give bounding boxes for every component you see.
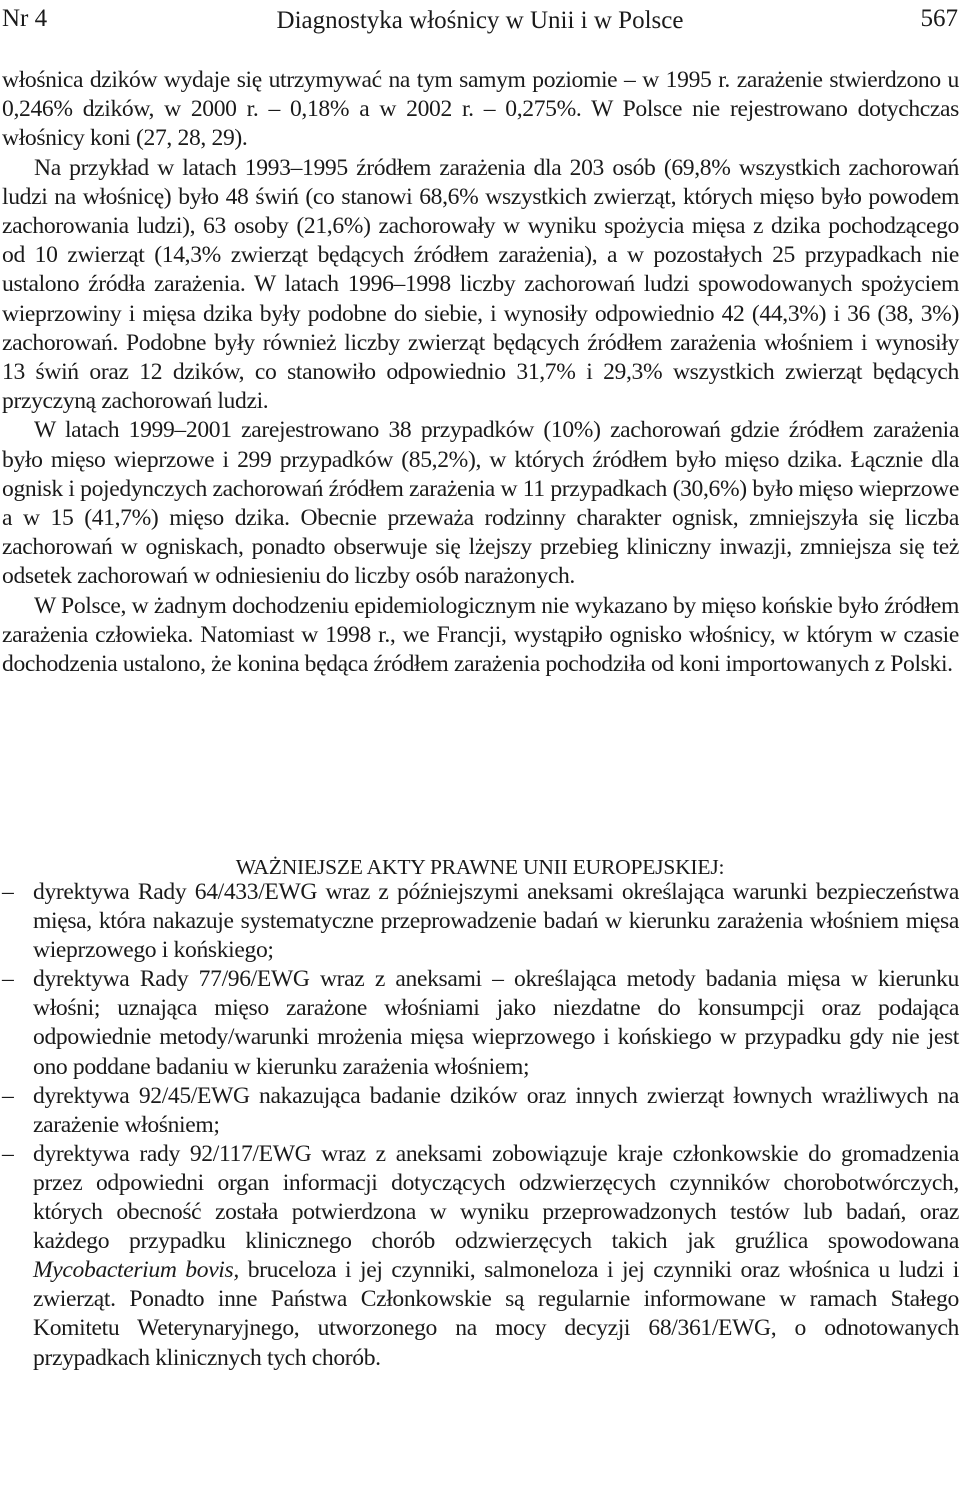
list-item [2, 1140, 959, 1373]
paragraph: W latach 1999–2001 zarejestrowano 38 przypadków (10%) zachorowań gdzie źródłem zarażenia było mięso wieprzowe i 299 przypadków (85,2%), w których źródłem było mięso dzika. Łącznie dla ognisk i pojedynczych zachorowań źródłem zarażenia w 11 przypadkach (30,6%) było mięso wieprzowe a w 15 (41,7%) mięso dzika. Obecnie przeważa rodzinny charakter ognisk, zmniejszyła się liczba zachorowań w ogniskach, ponadto obserwuje się lżejszy przebieg kliniczny inwazji, zmniejsza się też odsetek zachorowań w odniesieniu do liczby osób narażonych. [2, 417, 959, 590]
legal-acts-list [2, 878, 959, 1373]
species-name-italic: Mycobacterium bovis, [33, 1257, 239, 1284]
paragraph: W Polsce, w żadnym dochodzeniu epidemiologicznym nie wykazano by mięso końskie było źródłem zarażenia człowieka. Natomiast w 1998 r., we Francji, wystąpiło ognisko włośnicy, w którym w czasie dochodzenia ustalono, że konina będąca źródłem zarażenia pochodziła od koni importowanych z Polski. [2, 592, 959, 678]
list-item [2, 1082, 959, 1140]
paragraph: Na przykład w latach 1993–1995 źródłem zarażenia dla 203 osób (69,8% wszystkich zachorowań ludzi na włośnicę) było 48 świń (co stanowi 68,6% wszystkich zwierząt, których mięso było powodem zachorowania ludzi), 63 osoby (21,6%) zachorowały w wyniku spożycia mięsa z dzika pochodzącego od 10 zwierząt (14,3% zwierząt będących źródłem zarażenia), a w pozostałych 25 przypadkach nie ustalono źródła zarażenia. W latach 1996–1998 liczby zachorowań ludzi spowodowanych spożyciem wieprzowiny i mięsa dzika były podobne do siebie, i wynosiły odpowiednio 42 (44,3%) i 36 (38, 3%) zachorowań. Podobne były również liczby zwierząt będących źródłem zarażenia włośniem i wynosiły 13 świń oraz 12 dzików, co stanowiło odpowiednio 31,7% i 29,3% wszystkich zwierząt będących przyczyną zachorowań ludzi. [2, 154, 959, 415]
list-item-text: dyrektywa Rady 77/96/EWG wraz z aneksami – określająca metody badania mięsa w kierunku włośni; uznająca mięso zarażone włośniami jako niezdatne do konsumpcji oraz podająca odpowiednie metody/warunki mrożenia mięsa wieprzowego i końskiego w przypadku gdy nie jest ono poddane badaniu w kierunku zarażenia włośniem; [33, 966, 959, 1080]
list-item-text-after: bruceloza i jej czynniki, salmoneloza i jej czynniki oraz włośnica u ludzi i zwierząt. Ponadto inne Państwa Członkowskie są regularnie informowane w ramach Stałego Komitetu Weterynaryjnego, utworzonego na mocy decyzji 68/361/EWG, o odnotowanych przypadkach klinicznych tych chorób. [33, 1257, 959, 1371]
list-dash: – [2, 1082, 14, 1109]
list-dash: – [2, 879, 14, 905]
issue-number: Nr 4 [2, 5, 48, 32]
list-item-text: dyrektywa Rady 64/433/EWG wraz z późniejszymi aneksami określająca warunki bezpieczeństwa mięsa, która nakazuje systematyczne przeprowadzenie badań w kierunku zarażenia włośniem mięsa wieprzowego i końskiego; [33, 879, 959, 964]
list-item [2, 965, 959, 1081]
paragraph: włośnica dzików wydaje się utrzymywać na tym samym poziomie – w 1995 r. zarażenie stwierdzono u 0,246% dzików, w 2000 r. – 0,18% a w 2002 r. – 0,275%. W Polsce nie rejestrowano dotychczas włośnicy koni (27, 28, 29). [2, 67, 959, 152]
page-header [2, 4, 958, 34]
list-item-text-before: dyrektywa rady 92/117/EWG wraz z aneksami zobowiązuje kraje członkowskie do gromadzenia przez odpowiedni organ informacji dotyczących odzwierzęcych czynników chorobotwórczych, których obecność została potwierdzona w wyniku przeprowadzonych testów lub badań, oraz każdego przypadku klinicznego chorób odzwierzęcych takich jak gruźlica spowodowana [33, 1140, 959, 1255]
section-title: WAŻNIEJSZE AKTY PRAWNE UNII EUROPEJSKIEJ: [235, 855, 725, 879]
page-number: 567 [920, 5, 958, 32]
list-item-text: dyrektywa 92/45/EWG nakazująca badanie dzików oraz innych zwierząt łownych wrażliwych na zarażenie włośniem; [33, 1082, 959, 1138]
running-title: Diagnostyka włośnicy w Unii i w Polsce [276, 7, 684, 34]
body-text [2, 66, 959, 679]
list-item [2, 878, 959, 965]
list-dash: – [2, 1140, 14, 1167]
list-dash: – [2, 966, 14, 993]
